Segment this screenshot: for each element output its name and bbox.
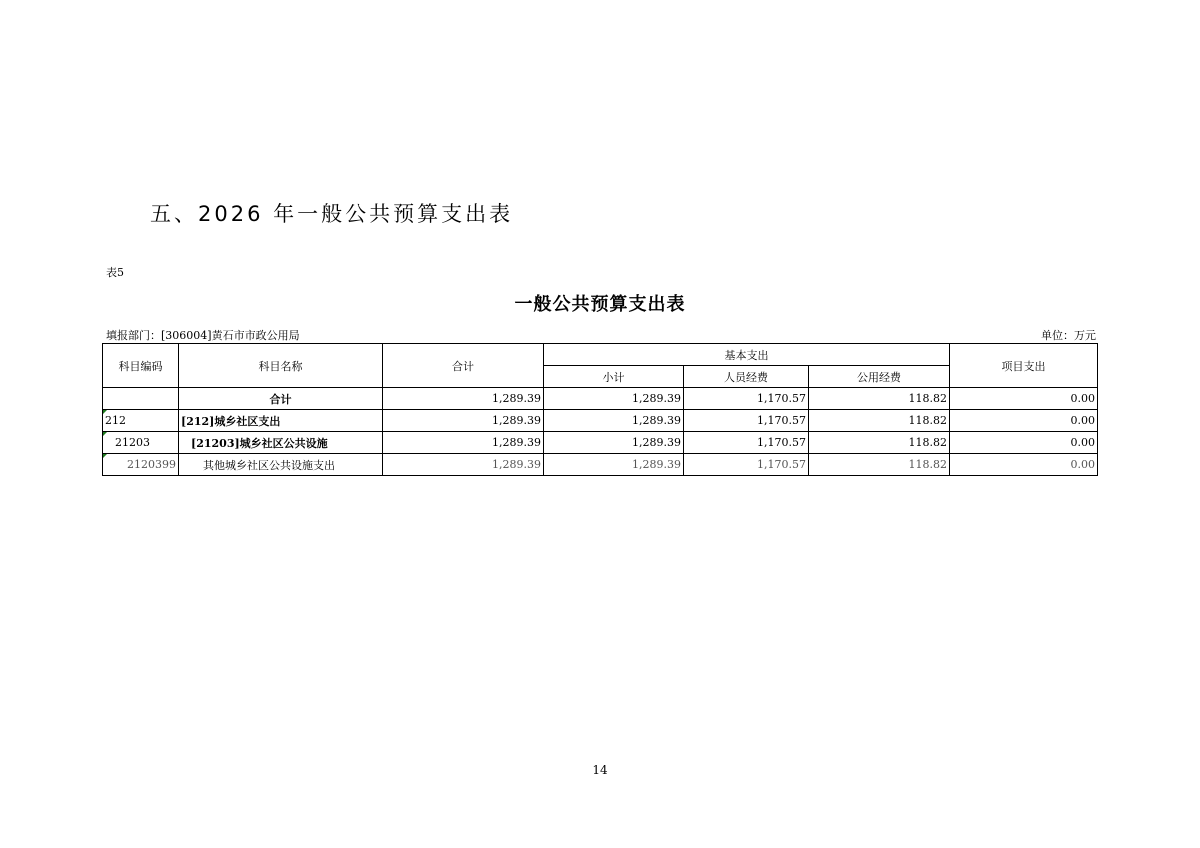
row-subtotal: 1,289.39 (544, 432, 684, 454)
row-name: [21203]城乡社区公共设施 (179, 432, 383, 454)
total-personnel: 1,170.57 (684, 388, 809, 410)
row-public: 118.82 (809, 410, 950, 432)
row-personnel: 1,170.57 (684, 432, 809, 454)
header-personnel: 人员经费 (684, 366, 809, 388)
row-public: 118.82 (809, 454, 950, 476)
total-subtotal: 1,289.39 (544, 388, 684, 410)
unit-label: 单位：万元 (1041, 329, 1096, 342)
row-total: 1,289.39 (383, 410, 544, 432)
header-total: 合计 (383, 344, 544, 388)
row-name: 其他城乡社区公共设施支出 (179, 454, 383, 476)
header-basic-expenditure: 基本支出 (544, 344, 950, 366)
total-code-cell (103, 388, 179, 410)
total-project: 0.00 (950, 388, 1098, 410)
row-code: 212 (103, 410, 179, 432)
row-project: 0.00 (950, 432, 1098, 454)
table-meta-row (106, 327, 1096, 343)
row-subtotal: 1,289.39 (544, 410, 684, 432)
header-public: 公用经费 (809, 366, 950, 388)
row-project: 0.00 (950, 454, 1098, 476)
row-code: 21203 (103, 432, 179, 454)
table-row (103, 454, 1098, 476)
budget-expenditure-table (102, 343, 1098, 476)
header-name: 科目名称 (179, 344, 383, 388)
row-subtotal: 1,289.39 (544, 454, 684, 476)
row-public: 118.82 (809, 432, 950, 454)
row-total: 1,289.39 (383, 454, 544, 476)
row-personnel: 1,170.57 (684, 410, 809, 432)
section-heading: 五、2026 年一般公共预算支出表 (150, 202, 514, 226)
row-code: 2120399 (103, 454, 179, 476)
row-total: 1,289.39 (383, 432, 544, 454)
header-subtotal: 小计 (544, 366, 684, 388)
table-row (103, 410, 1098, 432)
page-number: 14 (592, 763, 608, 777)
reporting-department: 填报部门：[306004]黄石市市政公用局 (106, 329, 300, 342)
row-name: [212]城乡社区支出 (179, 410, 383, 432)
table-title: 一般公共预算支出表 (514, 294, 686, 315)
total-public: 118.82 (809, 388, 950, 410)
header-row-1 (103, 344, 1098, 366)
header-code: 科目编码 (103, 344, 179, 388)
total-total: 1,289.39 (383, 388, 544, 410)
total-label: 合计 (179, 388, 383, 410)
table-row (103, 432, 1098, 454)
table-number: 表5 (106, 266, 124, 279)
row-personnel: 1,170.57 (684, 454, 809, 476)
total-row (103, 388, 1098, 410)
header-project-expenditure: 项目支出 (950, 344, 1098, 388)
row-project: 0.00 (950, 410, 1098, 432)
